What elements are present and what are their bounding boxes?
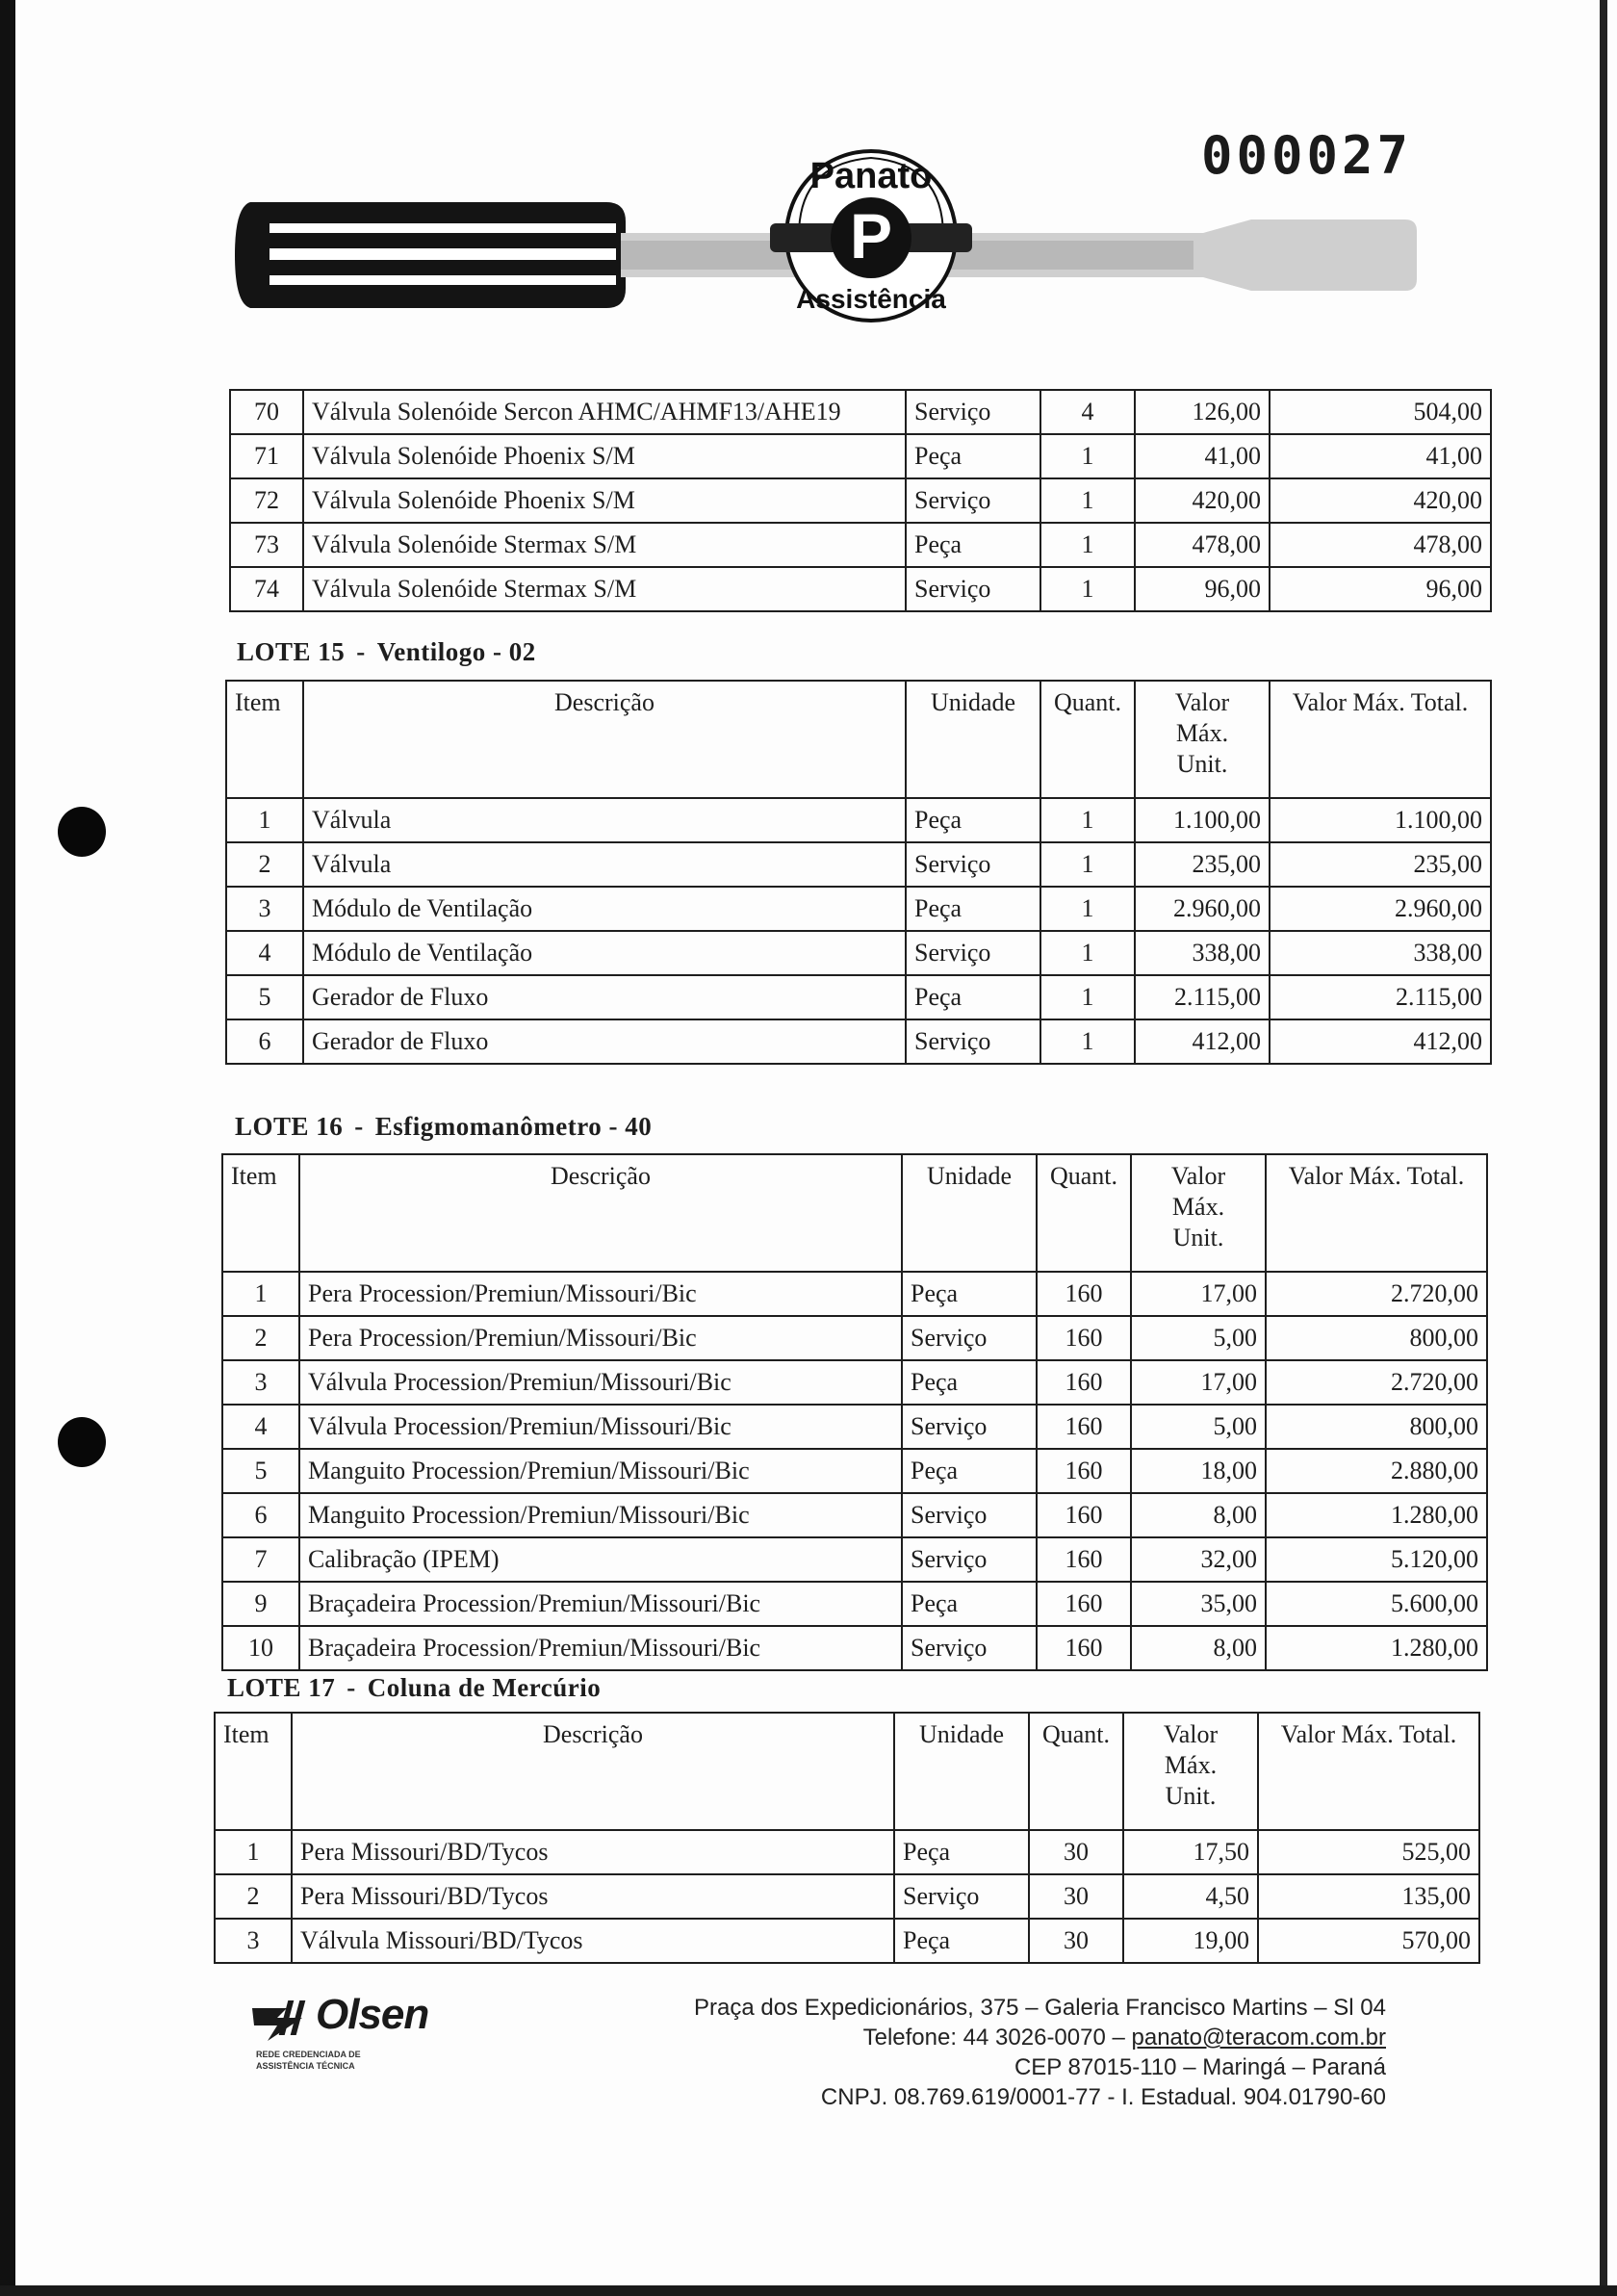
cell-item: 4 [226, 931, 303, 975]
table-row [222, 1405, 1487, 1449]
cell-valor-total: 135,00 [1258, 1874, 1479, 1919]
col-quant: Quant. [1037, 1154, 1131, 1272]
cell-valor-total: 5.120,00 [1266, 1537, 1487, 1582]
footer-phone-line [597, 2023, 1386, 2052]
cell-descricao: Válvula Solenóide Stermax S/M [303, 567, 906, 611]
cell-item: 10 [222, 1626, 299, 1670]
cell-descricao: Válvula Procession/Premiun/Missouri/Bic [299, 1360, 902, 1405]
cell-valor-total: 504,00 [1270, 390, 1491, 434]
table-row [230, 434, 1491, 478]
olsen-emblem-icon [248, 1991, 316, 2045]
cell-descricao: Válvula Solenóide Stermax S/M [303, 523, 906, 567]
cell-unidade: Peça [906, 975, 1040, 1019]
cell-quant: 4 [1040, 390, 1135, 434]
cell-item: 3 [226, 887, 303, 931]
cell-descricao: Pera Missouri/BD/Tycos [292, 1830, 894, 1874]
cell-valor-unit: 1.100,00 [1135, 798, 1270, 842]
cell-valor-unit: 17,50 [1123, 1830, 1258, 1874]
cell-valor-total: 2.720,00 [1266, 1360, 1487, 1405]
cell-valor-unit: 5,00 [1131, 1405, 1266, 1449]
footer-address [597, 1993, 1386, 2112]
col-valor-total: Valor Máx. Total. [1270, 681, 1491, 798]
cell-descricao: Válvula Procession/Premiun/Missouri/Bic [299, 1405, 902, 1449]
cell-valor-total: 41,00 [1270, 434, 1491, 478]
cell-item: 71 [230, 434, 303, 478]
col-valor-unit [1123, 1713, 1258, 1830]
cell-quant: 160 [1037, 1272, 1131, 1316]
cell-quant: 160 [1037, 1449, 1131, 1493]
cell-quant: 160 [1037, 1582, 1131, 1626]
cell-item: 9 [222, 1582, 299, 1626]
cell-unidade: Serviço [902, 1316, 1037, 1360]
lote16-name: Esfigmomanômetro - 40 [374, 1112, 653, 1141]
col-item: Item [222, 1154, 299, 1272]
col-valor-unit-l3: Unit. [1165, 1782, 1217, 1810]
col-quant: Quant. [1040, 681, 1135, 798]
lote17-sep: - [346, 1673, 356, 1702]
col-valor-unit-l3: Unit. [1176, 750, 1228, 778]
table-row [230, 478, 1491, 523]
cell-valor-total: 2.880,00 [1266, 1449, 1487, 1493]
cell-unidade: Peça [902, 1360, 1037, 1405]
cell-unidade: Peça [894, 1919, 1029, 1963]
cell-descricao: Válvula Solenóide Sercon AHMC/AHMF13/AHE19 [303, 390, 906, 434]
lote17-name: Coluna de Mercúrio [367, 1673, 602, 1702]
col-descricao: Descrição [303, 681, 906, 798]
cell-unidade: Serviço [902, 1626, 1037, 1670]
col-valor-unit [1135, 681, 1270, 798]
cell-valor-total: 800,00 [1266, 1316, 1487, 1360]
cell-valor-total: 1.280,00 [1266, 1626, 1487, 1670]
col-valor-unit-l2: Máx. [1164, 1751, 1218, 1779]
lote17-label: LOTE 17 [227, 1673, 336, 1702]
cell-valor-total: 1.280,00 [1266, 1493, 1487, 1537]
cell-quant: 30 [1029, 1830, 1123, 1874]
lote16-table [221, 1153, 1488, 1671]
lote15-title [237, 637, 536, 667]
table-row [222, 1582, 1487, 1626]
cell-valor-unit: 41,00 [1135, 434, 1270, 478]
cell-valor-total: 478,00 [1270, 523, 1491, 567]
olsen-sub-2: ASSISTÊNCIA TÉCNICA [256, 2061, 355, 2071]
cell-unidade: Serviço [906, 567, 1040, 611]
panato-logo [231, 144, 1424, 371]
cell-unidade: Peça [902, 1582, 1037, 1626]
screwdriver-logo-graphic [231, 144, 1424, 366]
col-valor-unit-l2: Máx. [1171, 1193, 1225, 1221]
cell-quant: 160 [1037, 1537, 1131, 1582]
cell-descricao: Gerador de Fluxo [303, 1019, 906, 1064]
cell-valor-unit: 2.115,00 [1135, 975, 1270, 1019]
cell-descricao: Módulo de Ventilação [303, 931, 906, 975]
col-descricao: Descrição [292, 1713, 894, 1830]
cell-valor-unit: 35,00 [1131, 1582, 1266, 1626]
cell-item: 5 [222, 1449, 299, 1493]
cell-item: 7 [222, 1537, 299, 1582]
logo-top-text: Panato [809, 156, 933, 196]
cell-valor-total: 412,00 [1270, 1019, 1491, 1064]
cell-descricao: Válvula [303, 798, 906, 842]
cell-quant: 1 [1040, 567, 1135, 611]
cell-unidade: Serviço [894, 1874, 1029, 1919]
cell-valor-total: 2.720,00 [1266, 1272, 1487, 1316]
col-descricao: Descrição [299, 1154, 902, 1272]
table-row [222, 1360, 1487, 1405]
table-row [222, 1272, 1487, 1316]
cell-descricao: Pera Procession/Premiun/Missouri/Bic [299, 1316, 902, 1360]
lote15-label: LOTE 15 [237, 637, 346, 666]
col-item: Item [226, 681, 303, 798]
cell-valor-total: 570,00 [1258, 1919, 1479, 1963]
cell-valor-unit: 32,00 [1131, 1537, 1266, 1582]
col-valor-total: Valor Máx. Total. [1258, 1713, 1479, 1830]
cell-item: 3 [215, 1919, 292, 1963]
cell-item: 4 [222, 1405, 299, 1449]
olsen-brand: Olsen [316, 1991, 429, 2038]
cell-valor-total: 2.115,00 [1270, 975, 1491, 1019]
cell-quant: 160 [1037, 1626, 1131, 1670]
cell-quant: 160 [1037, 1360, 1131, 1405]
olsen-sub-1: REDE CREDENCIADA DE [256, 2050, 361, 2059]
lote16-sep: - [354, 1112, 364, 1141]
cell-quant: 160 [1037, 1316, 1131, 1360]
col-valor-unit-l1: Valor [1163, 1720, 1219, 1748]
cell-valor-unit: 126,00 [1135, 390, 1270, 434]
cell-descricao: Braçadeira Procession/Premiun/Missouri/Bic [299, 1626, 902, 1670]
cell-descricao: Módulo de Ventilação [303, 887, 906, 931]
cell-valor-unit: 96,00 [1135, 567, 1270, 611]
cell-item: 1 [226, 798, 303, 842]
col-quant: Quant. [1029, 1713, 1123, 1830]
cell-descricao: Válvula Solenóide Phoenix S/M [303, 434, 906, 478]
cell-descricao: Válvula [303, 842, 906, 887]
punch-hole-lower [58, 1417, 106, 1467]
cell-valor-total: 5.600,00 [1266, 1582, 1487, 1626]
lote17-title [227, 1673, 601, 1703]
cell-quant: 1 [1040, 842, 1135, 887]
table-row [215, 1919, 1479, 1963]
cell-unidade: Peça [906, 887, 1040, 931]
cell-valor-unit: 5,00 [1131, 1316, 1266, 1360]
footer-email-link[interactable]: panato@teracom.com.br [1131, 2025, 1386, 2051]
lote15-sep: - [356, 637, 366, 666]
cell-unidade: Peça [902, 1272, 1037, 1316]
table-row [215, 1830, 1479, 1874]
cell-descricao: Braçadeira Procession/Premiun/Missouri/Bic [299, 1582, 902, 1626]
cell-unidade: Serviço [902, 1405, 1037, 1449]
logo-bottom-text: Assistência [796, 284, 946, 314]
continuation-table [229, 389, 1492, 612]
col-valor-total: Valor Máx. Total. [1266, 1154, 1487, 1272]
cell-valor-total: 420,00 [1270, 478, 1491, 523]
cell-quant: 160 [1037, 1405, 1131, 1449]
col-unidade: Unidade [894, 1713, 1029, 1830]
cell-descricao: Válvula Missouri/BD/Tycos [292, 1919, 894, 1963]
cell-unidade: Serviço [906, 390, 1040, 434]
table-row [226, 931, 1491, 975]
footer-address-line: Praça dos Expedicionários, 375 – Galeria Francisco Martins – Sl 04 [693, 1995, 1386, 2021]
cell-valor-unit: 17,00 [1131, 1360, 1266, 1405]
cell-unidade: Peça [894, 1830, 1029, 1874]
cell-descricao: Pera Procession/Premiun/Missouri/Bic [299, 1272, 902, 1316]
cell-item: 70 [230, 390, 303, 434]
table-row [222, 1626, 1487, 1670]
table-row [230, 567, 1491, 611]
cell-unidade: Serviço [906, 931, 1040, 975]
cell-item: 72 [230, 478, 303, 523]
cell-unidade: Peça [906, 523, 1040, 567]
cell-unidade: Peça [902, 1449, 1037, 1493]
footer-cep-line: CEP 87015-110 – Maringá – Paraná [1014, 2054, 1386, 2080]
col-valor-unit-l1: Valor [1174, 688, 1230, 716]
cell-valor-total: 2.960,00 [1270, 887, 1491, 931]
col-item: Item [215, 1713, 292, 1830]
cell-valor-unit: 19,00 [1123, 1919, 1258, 1963]
lote15-table [225, 680, 1492, 1065]
cell-quant: 1 [1040, 887, 1135, 931]
lote16-title [235, 1112, 652, 1142]
table-row [222, 1493, 1487, 1537]
cell-item: 6 [226, 1019, 303, 1064]
table-row [230, 523, 1491, 567]
cell-unidade: Serviço [906, 842, 1040, 887]
cell-quant: 1 [1040, 975, 1135, 1019]
cell-quant: 1 [1040, 798, 1135, 842]
cell-unidade: Peça [906, 798, 1040, 842]
cell-quant: 30 [1029, 1919, 1123, 1963]
col-unidade: Unidade [906, 681, 1040, 798]
cell-item: 74 [230, 567, 303, 611]
scan-edge-right [1600, 0, 1607, 2296]
punch-hole-upper [58, 807, 106, 857]
table-row [215, 1874, 1479, 1919]
footer-phone: Telefone: 44 3026-0070 – [862, 2025, 1132, 2051]
col-valor-unit-l1: Valor [1170, 1162, 1226, 1190]
cell-item: 3 [222, 1360, 299, 1405]
col-valor-unit-l3: Unit. [1172, 1224, 1224, 1251]
lote17-table [214, 1712, 1480, 1964]
cell-descricao: Pera Missouri/BD/Tycos [292, 1874, 894, 1919]
table-row [222, 1449, 1487, 1493]
cell-valor-unit: 235,00 [1135, 842, 1270, 887]
lote16-label: LOTE 16 [235, 1112, 344, 1141]
scan-edge-left [0, 0, 15, 2296]
cell-item: 2 [215, 1874, 292, 1919]
table-row [226, 798, 1491, 842]
cell-quant: 1 [1040, 434, 1135, 478]
col-valor-unit [1131, 1154, 1266, 1272]
cell-valor-total: 525,00 [1258, 1830, 1479, 1874]
cell-unidade: Peça [906, 434, 1040, 478]
cell-quant: 1 [1040, 523, 1135, 567]
cell-valor-unit: 17,00 [1131, 1272, 1266, 1316]
cell-quant: 160 [1037, 1493, 1131, 1537]
table-row [226, 1019, 1491, 1064]
cell-item: 2 [222, 1316, 299, 1360]
cell-valor-total: 800,00 [1266, 1405, 1487, 1449]
cell-valor-unit: 420,00 [1135, 478, 1270, 523]
cell-item: 1 [215, 1830, 292, 1874]
cell-valor-unit: 4,50 [1123, 1874, 1258, 1919]
cell-valor-total: 338,00 [1270, 931, 1491, 975]
table-row [222, 1316, 1487, 1360]
cell-quant: 1 [1040, 478, 1135, 523]
cell-valor-unit: 8,00 [1131, 1626, 1266, 1670]
cell-unidade: Serviço [906, 1019, 1040, 1064]
cell-valor-unit: 8,00 [1131, 1493, 1266, 1537]
cell-valor-total: 1.100,00 [1270, 798, 1491, 842]
table-row [226, 887, 1491, 931]
table-row [226, 975, 1491, 1019]
cell-unidade: Serviço [906, 478, 1040, 523]
col-valor-unit-l2: Máx. [1175, 719, 1229, 747]
cell-valor-unit: 18,00 [1131, 1449, 1266, 1493]
col-unidade: Unidade [902, 1154, 1037, 1272]
cell-unidade: Serviço [902, 1493, 1037, 1537]
scan-edge-bottom [0, 2285, 1617, 2296]
document-number: 000027 [1201, 125, 1413, 186]
cell-descricao: Manguito Procession/Premiun/Missouri/Bic [299, 1493, 902, 1537]
cell-quant: 1 [1040, 1019, 1135, 1064]
table-row [222, 1537, 1487, 1582]
cell-valor-unit: 338,00 [1135, 931, 1270, 975]
cell-valor-unit: 2.960,00 [1135, 887, 1270, 931]
olsen-subtitle [256, 2049, 410, 2072]
cell-quant: 1 [1040, 931, 1135, 975]
cell-valor-total: 96,00 [1270, 567, 1491, 611]
cell-descricao: Manguito Procession/Premiun/Missouri/Bic [299, 1449, 902, 1493]
cell-valor-total: 235,00 [1270, 842, 1491, 887]
cell-descricao: Válvula Solenóide Phoenix S/M [303, 478, 906, 523]
cell-valor-unit: 412,00 [1135, 1019, 1270, 1064]
lote15-name: Ventilogo - 02 [376, 637, 536, 666]
footer-cnpj-line: CNPJ. 08.769.619/0001-77 - I. Estadual. 904.01790-60 [820, 2084, 1386, 2110]
cell-valor-unit: 478,00 [1135, 523, 1270, 567]
cell-quant: 30 [1029, 1874, 1123, 1919]
table-row [226, 842, 1491, 887]
logo-letter: P [849, 200, 893, 271]
cell-descricao: Calibração (IPEM) [299, 1537, 902, 1582]
cell-item: 73 [230, 523, 303, 567]
cell-item: 5 [226, 975, 303, 1019]
table-row [230, 390, 1491, 434]
cell-item: 1 [222, 1272, 299, 1316]
cell-item: 2 [226, 842, 303, 887]
cell-item: 6 [222, 1493, 299, 1537]
cell-unidade: Serviço [902, 1537, 1037, 1582]
cell-descricao: Gerador de Fluxo [303, 975, 906, 1019]
